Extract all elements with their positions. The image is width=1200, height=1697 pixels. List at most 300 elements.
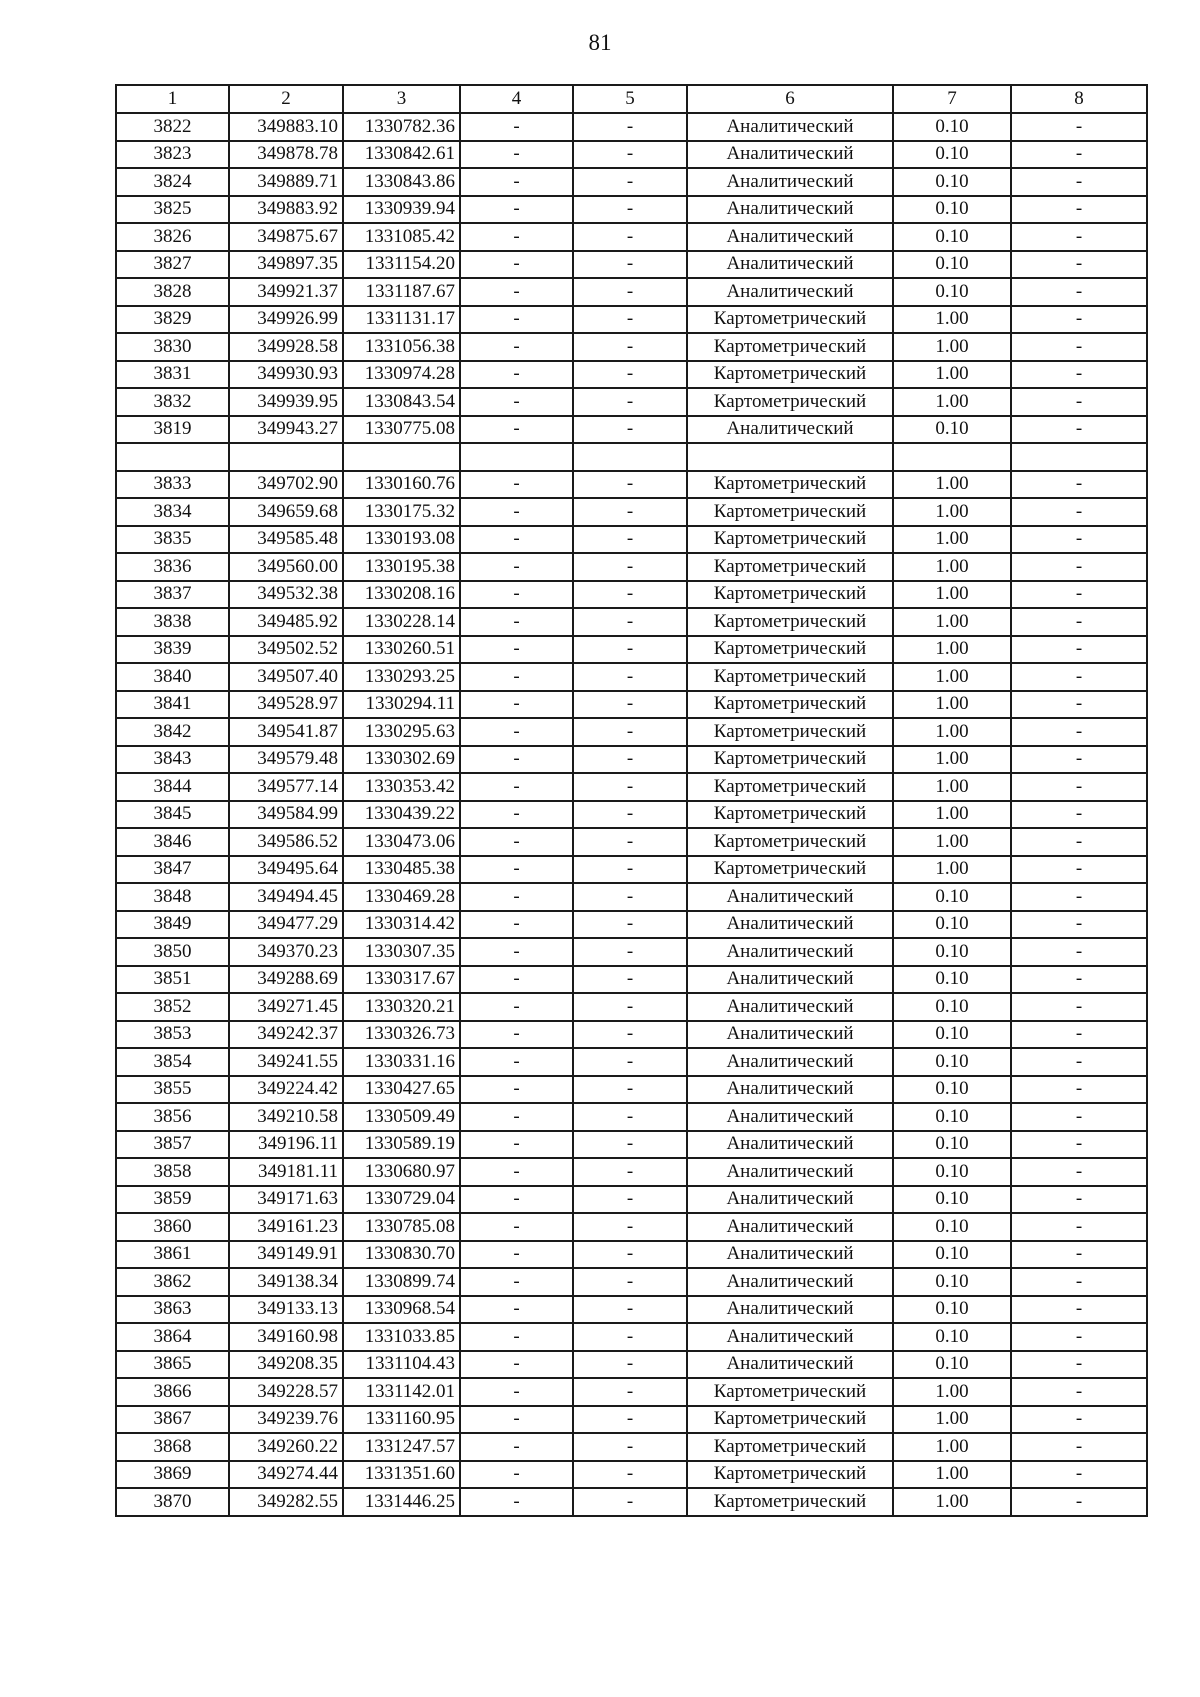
point-id-cell: 3834 [116, 498, 229, 526]
col8-cell: - [1011, 691, 1147, 719]
point-id-cell: 3855 [116, 1076, 229, 1104]
accuracy-cell: 0.10 [893, 1296, 1011, 1324]
col8-cell: - [1011, 223, 1147, 251]
point-id-cell: 3840 [116, 663, 229, 691]
table-row [116, 691, 1147, 719]
col5-cell: - [573, 1433, 687, 1461]
y-coordinate-cell: 1330968.54 [343, 1296, 460, 1324]
accuracy-cell: 1.00 [893, 388, 1011, 416]
col8-cell: - [1011, 911, 1147, 939]
col5-cell: - [573, 196, 687, 224]
col5-cell: - [573, 1103, 687, 1131]
accuracy-cell [893, 443, 1011, 471]
x-coordinate-cell: 349702.90 [229, 471, 343, 499]
method-cell [687, 443, 893, 471]
point-id-cell: 3857 [116, 1131, 229, 1159]
x-coordinate-cell: 349288.69 [229, 966, 343, 994]
col5-cell [573, 443, 687, 471]
col8-cell: - [1011, 306, 1147, 334]
accuracy-cell: 1.00 [893, 581, 1011, 609]
col5-cell: - [573, 828, 687, 856]
table-row [116, 746, 1147, 774]
col8-cell: - [1011, 1433, 1147, 1461]
accuracy-cell: 0.10 [893, 1103, 1011, 1131]
column-header: 2 [229, 85, 343, 113]
col5-cell: - [573, 388, 687, 416]
accuracy-cell: 0.10 [893, 1186, 1011, 1214]
x-coordinate-cell: 349502.52 [229, 636, 343, 664]
col4-cell: - [460, 1268, 573, 1296]
x-coordinate-cell: 349485.92 [229, 608, 343, 636]
method-cell: Картометрический [687, 1406, 893, 1434]
table-row [116, 553, 1147, 581]
point-id-cell: 3861 [116, 1241, 229, 1269]
col8-cell: - [1011, 251, 1147, 279]
method-cell: Картометрический [687, 361, 893, 389]
x-coordinate-cell: 349878.78 [229, 141, 343, 169]
table-row [116, 911, 1147, 939]
column-header: 8 [1011, 85, 1147, 113]
method-cell: Аналитический [687, 168, 893, 196]
point-id-cell: 3860 [116, 1213, 229, 1241]
col5-cell: - [573, 251, 687, 279]
y-coordinate-cell: 1330160.76 [343, 471, 460, 499]
x-coordinate-cell: 349875.67 [229, 223, 343, 251]
method-cell: Картометрический [687, 1433, 893, 1461]
col8-cell: - [1011, 361, 1147, 389]
table-row [116, 636, 1147, 664]
col8-cell: - [1011, 498, 1147, 526]
y-coordinate-cell: 1331247.57 [343, 1433, 460, 1461]
y-coordinate-cell: 1330260.51 [343, 636, 460, 664]
accuracy-cell: 0.10 [893, 1351, 1011, 1379]
accuracy-cell: 1.00 [893, 691, 1011, 719]
table-row [116, 801, 1147, 829]
table-row [116, 1048, 1147, 1076]
x-coordinate-cell: 349138.34 [229, 1268, 343, 1296]
table-row [116, 718, 1147, 746]
col5-cell: - [573, 416, 687, 444]
col5-cell: - [573, 883, 687, 911]
accuracy-cell: 1.00 [893, 1406, 1011, 1434]
method-cell: Аналитический [687, 1158, 893, 1186]
table-body [116, 113, 1147, 1516]
accuracy-cell: 0.10 [893, 1241, 1011, 1269]
point-id-cell: 3849 [116, 911, 229, 939]
point-id-cell: 3856 [116, 1103, 229, 1131]
y-coordinate-cell: 1330843.54 [343, 388, 460, 416]
col8-cell [1011, 443, 1147, 471]
col4-cell: - [460, 388, 573, 416]
col4-cell: - [460, 911, 573, 939]
method-cell: Аналитический [687, 1021, 893, 1049]
accuracy-cell: 0.10 [893, 113, 1011, 141]
col5-cell: - [573, 801, 687, 829]
accuracy-cell: 1.00 [893, 746, 1011, 774]
col5-cell: - [573, 691, 687, 719]
x-coordinate-cell: 349161.23 [229, 1213, 343, 1241]
col4-cell: - [460, 553, 573, 581]
accuracy-cell: 1.00 [893, 856, 1011, 884]
col4-cell: - [460, 333, 573, 361]
y-coordinate-cell: 1330427.65 [343, 1076, 460, 1104]
col5-cell: - [573, 1406, 687, 1434]
y-coordinate-cell: 1331033.85 [343, 1323, 460, 1351]
point-id-cell: 3858 [116, 1158, 229, 1186]
table-row [116, 388, 1147, 416]
accuracy-cell: 0.10 [893, 251, 1011, 279]
page-number: 81 [588, 30, 612, 55]
y-coordinate-cell: 1330680.97 [343, 1158, 460, 1186]
accuracy-cell: 0.10 [893, 1268, 1011, 1296]
method-cell: Аналитический [687, 1351, 893, 1379]
col4-cell: - [460, 1131, 573, 1159]
accuracy-cell: 1.00 [893, 718, 1011, 746]
point-id-cell: 3868 [116, 1433, 229, 1461]
col4-cell: - [460, 691, 573, 719]
col5-cell: - [573, 526, 687, 554]
point-id-cell: 3865 [116, 1351, 229, 1379]
accuracy-cell: 0.10 [893, 168, 1011, 196]
accuracy-cell: 0.10 [893, 141, 1011, 169]
method-cell: Аналитический [687, 251, 893, 279]
table-row [116, 306, 1147, 334]
table-row [116, 498, 1147, 526]
col5-cell: - [573, 966, 687, 994]
table-row [116, 1076, 1147, 1104]
table-row [116, 581, 1147, 609]
col4-cell: - [460, 498, 573, 526]
accuracy-cell: 1.00 [893, 828, 1011, 856]
table-row [116, 1406, 1147, 1434]
col5-cell: - [573, 1076, 687, 1104]
col8-cell: - [1011, 1461, 1147, 1489]
method-cell: Аналитический [687, 223, 893, 251]
col4-cell: - [460, 526, 573, 554]
x-coordinate-cell: 349921.37 [229, 278, 343, 306]
col4-cell: - [460, 581, 573, 609]
point-id-cell: 3846 [116, 828, 229, 856]
col8-cell: - [1011, 1378, 1147, 1406]
col5-cell: - [573, 911, 687, 939]
x-coordinate-cell: 349208.35 [229, 1351, 343, 1379]
col5-cell: - [573, 1021, 687, 1049]
y-coordinate-cell: 1331160.95 [343, 1406, 460, 1434]
table-row [116, 828, 1147, 856]
accuracy-cell: 1.00 [893, 608, 1011, 636]
y-coordinate-cell: 1330293.25 [343, 663, 460, 691]
method-cell: Картометрический [687, 636, 893, 664]
method-cell: Картометрический [687, 306, 893, 334]
x-coordinate-cell: 349133.13 [229, 1296, 343, 1324]
y-coordinate-cell: 1331131.17 [343, 306, 460, 334]
y-coordinate-cell: 1330302.69 [343, 746, 460, 774]
col5-cell: - [573, 1296, 687, 1324]
col8-cell: - [1011, 1241, 1147, 1269]
table-row [116, 361, 1147, 389]
col8-cell: - [1011, 471, 1147, 499]
x-coordinate-cell: 349196.11 [229, 1131, 343, 1159]
col5-cell: - [573, 1323, 687, 1351]
method-cell: Картометрический [687, 608, 893, 636]
column-header: 5 [573, 85, 687, 113]
col4-cell: - [460, 966, 573, 994]
point-id-cell: 3862 [116, 1268, 229, 1296]
col5-cell: - [573, 278, 687, 306]
col8-cell: - [1011, 828, 1147, 856]
x-coordinate-cell: 349930.93 [229, 361, 343, 389]
col4-cell: - [460, 773, 573, 801]
col5-cell: - [573, 773, 687, 801]
col8-cell: - [1011, 1323, 1147, 1351]
col5-cell: - [573, 306, 687, 334]
col8-cell: - [1011, 1213, 1147, 1241]
point-id-cell: 3832 [116, 388, 229, 416]
x-coordinate-cell: 349883.92 [229, 196, 343, 224]
col8-cell: - [1011, 113, 1147, 141]
col8-cell: - [1011, 718, 1147, 746]
point-id-cell: 3867 [116, 1406, 229, 1434]
accuracy-cell: 1.00 [893, 1378, 1011, 1406]
col5-cell: - [573, 1131, 687, 1159]
point-id-cell: 3844 [116, 773, 229, 801]
point-id-cell: 3843 [116, 746, 229, 774]
accuracy-cell: 1.00 [893, 1488, 1011, 1516]
point-id-cell: 3830 [116, 333, 229, 361]
col8-cell: - [1011, 333, 1147, 361]
point-id-cell [116, 443, 229, 471]
method-cell: Аналитический [687, 993, 893, 1021]
col8-cell: - [1011, 883, 1147, 911]
table-row [116, 938, 1147, 966]
table-header-row [116, 85, 1147, 113]
column-header: 7 [893, 85, 1011, 113]
method-cell: Аналитический [687, 113, 893, 141]
method-cell: Картометрический [687, 1488, 893, 1516]
table-row [116, 1296, 1147, 1324]
method-cell: Аналитический [687, 141, 893, 169]
y-coordinate-cell: 1330175.32 [343, 498, 460, 526]
table-row [116, 141, 1147, 169]
col8-cell: - [1011, 1021, 1147, 1049]
table-row [116, 1158, 1147, 1186]
method-cell: Аналитический [687, 278, 893, 306]
col5-cell: - [573, 1186, 687, 1214]
accuracy-cell: 1.00 [893, 553, 1011, 581]
y-coordinate-cell: 1330842.61 [343, 141, 460, 169]
table-row [116, 856, 1147, 884]
col4-cell: - [460, 663, 573, 691]
point-id-cell: 3831 [116, 361, 229, 389]
x-coordinate-cell: 349241.55 [229, 1048, 343, 1076]
point-id-cell: 3835 [116, 526, 229, 554]
y-coordinate-cell: 1331104.43 [343, 1351, 460, 1379]
y-coordinate-cell: 1330843.86 [343, 168, 460, 196]
col4-cell: - [460, 1296, 573, 1324]
col5-cell: - [573, 993, 687, 1021]
point-id-cell: 3839 [116, 636, 229, 664]
x-coordinate-cell: 349494.45 [229, 883, 343, 911]
table-row [116, 773, 1147, 801]
method-cell: Аналитический [687, 1048, 893, 1076]
point-id-cell: 3828 [116, 278, 229, 306]
col4-cell: - [460, 608, 573, 636]
table-row [116, 1241, 1147, 1269]
col8-cell: - [1011, 553, 1147, 581]
col4-cell: - [460, 856, 573, 884]
y-coordinate-cell: 1330307.35 [343, 938, 460, 966]
col4-cell: - [460, 141, 573, 169]
x-coordinate-cell: 349495.64 [229, 856, 343, 884]
y-coordinate-cell: 1330294.11 [343, 691, 460, 719]
table-row [116, 608, 1147, 636]
method-cell: Картометрический [687, 718, 893, 746]
y-coordinate-cell: 1330331.16 [343, 1048, 460, 1076]
y-coordinate-cell: 1330439.22 [343, 801, 460, 829]
point-id-cell: 3850 [116, 938, 229, 966]
method-cell: Картометрический [687, 801, 893, 829]
y-coordinate-cell: 1331085.42 [343, 223, 460, 251]
point-id-cell: 3825 [116, 196, 229, 224]
col4-cell: - [460, 306, 573, 334]
col8-cell: - [1011, 1186, 1147, 1214]
y-coordinate-cell: 1331446.25 [343, 1488, 460, 1516]
table-row [116, 1021, 1147, 1049]
accuracy-cell: 0.10 [893, 966, 1011, 994]
col4-cell: - [460, 746, 573, 774]
col8-cell: - [1011, 1103, 1147, 1131]
col4-cell: - [460, 1241, 573, 1269]
y-coordinate-cell: 1330195.38 [343, 553, 460, 581]
col5-cell: - [573, 1488, 687, 1516]
table-row [116, 443, 1147, 471]
x-coordinate-cell: 349541.87 [229, 718, 343, 746]
method-cell: Аналитический [687, 911, 893, 939]
column-header: 4 [460, 85, 573, 113]
accuracy-cell: 1.00 [893, 1433, 1011, 1461]
y-coordinate-cell: 1330469.28 [343, 883, 460, 911]
method-cell: Аналитический [687, 1323, 893, 1351]
col4-cell: - [460, 718, 573, 746]
point-id-cell: 3870 [116, 1488, 229, 1516]
table-row [116, 113, 1147, 141]
table-row [116, 1213, 1147, 1241]
col8-cell: - [1011, 1076, 1147, 1104]
x-coordinate-cell: 349659.68 [229, 498, 343, 526]
table-row [116, 1186, 1147, 1214]
col5-cell: - [573, 1241, 687, 1269]
point-id-cell: 3824 [116, 168, 229, 196]
accuracy-cell: 1.00 [893, 306, 1011, 334]
accuracy-cell: 0.10 [893, 993, 1011, 1021]
table-row [116, 883, 1147, 911]
col4-cell: - [460, 1076, 573, 1104]
x-coordinate-cell: 349160.98 [229, 1323, 343, 1351]
accuracy-cell: 1.00 [893, 526, 1011, 554]
col5-cell: - [573, 333, 687, 361]
col8-cell: - [1011, 1296, 1147, 1324]
accuracy-cell: 0.10 [893, 1021, 1011, 1049]
point-id-cell: 3829 [116, 306, 229, 334]
y-coordinate-cell: 1330509.49 [343, 1103, 460, 1131]
col8-cell: - [1011, 526, 1147, 554]
col5-cell: - [573, 718, 687, 746]
point-id-cell: 3826 [116, 223, 229, 251]
table-row [116, 1323, 1147, 1351]
col5-cell: - [573, 553, 687, 581]
coordinates-table [115, 84, 1148, 1517]
method-cell: Аналитический [687, 416, 893, 444]
method-cell: Картометрический [687, 1378, 893, 1406]
col5-cell: - [573, 1048, 687, 1076]
point-id-cell: 3864 [116, 1323, 229, 1351]
col5-cell: - [573, 1268, 687, 1296]
y-coordinate-cell: 1331351.60 [343, 1461, 460, 1489]
col8-cell: - [1011, 1488, 1147, 1516]
col8-cell: - [1011, 1131, 1147, 1159]
table-row [116, 416, 1147, 444]
x-coordinate-cell: 349274.44 [229, 1461, 343, 1489]
col5-cell: - [573, 1461, 687, 1489]
y-coordinate-cell: 1331056.38 [343, 333, 460, 361]
accuracy-cell: 0.10 [893, 883, 1011, 911]
col8-cell: - [1011, 1268, 1147, 1296]
col4-cell: - [460, 1186, 573, 1214]
col5-cell: - [573, 1158, 687, 1186]
col8-cell: - [1011, 1048, 1147, 1076]
point-id-cell: 3842 [116, 718, 229, 746]
column-header: 3 [343, 85, 460, 113]
accuracy-cell: 1.00 [893, 361, 1011, 389]
method-cell: Картометрический [687, 1461, 893, 1489]
point-id-cell: 3852 [116, 993, 229, 1021]
point-id-cell: 3837 [116, 581, 229, 609]
col4-cell: - [460, 1433, 573, 1461]
col5-cell: - [573, 223, 687, 251]
x-coordinate-cell: 349889.71 [229, 168, 343, 196]
table-row [116, 1131, 1147, 1159]
col8-cell: - [1011, 196, 1147, 224]
method-cell: Картометрический [687, 663, 893, 691]
point-id-cell: 3827 [116, 251, 229, 279]
y-coordinate-cell: 1330775.08 [343, 416, 460, 444]
method-cell: Картометрический [687, 746, 893, 774]
col8-cell: - [1011, 746, 1147, 774]
y-coordinate-cell: 1330785.08 [343, 1213, 460, 1241]
point-id-cell: 3853 [116, 1021, 229, 1049]
x-coordinate-cell: 349532.38 [229, 581, 343, 609]
x-coordinate-cell: 349579.48 [229, 746, 343, 774]
y-coordinate-cell [343, 443, 460, 471]
point-id-cell: 3848 [116, 883, 229, 911]
y-coordinate-cell: 1330729.04 [343, 1186, 460, 1214]
table-row [116, 471, 1147, 499]
y-coordinate-cell: 1330473.06 [343, 828, 460, 856]
y-coordinate-cell: 1330899.74 [343, 1268, 460, 1296]
method-cell: Картометрический [687, 471, 893, 499]
col4-cell: - [460, 883, 573, 911]
col5-cell: - [573, 856, 687, 884]
point-id-cell: 3822 [116, 113, 229, 141]
col4-cell: - [460, 1213, 573, 1241]
col8-cell: - [1011, 636, 1147, 664]
accuracy-cell: 0.10 [893, 911, 1011, 939]
method-cell: Картометрический [687, 333, 893, 361]
x-coordinate-cell: 349171.63 [229, 1186, 343, 1214]
col4-cell: - [460, 168, 573, 196]
accuracy-cell: 0.10 [893, 938, 1011, 966]
col8-cell: - [1011, 608, 1147, 636]
